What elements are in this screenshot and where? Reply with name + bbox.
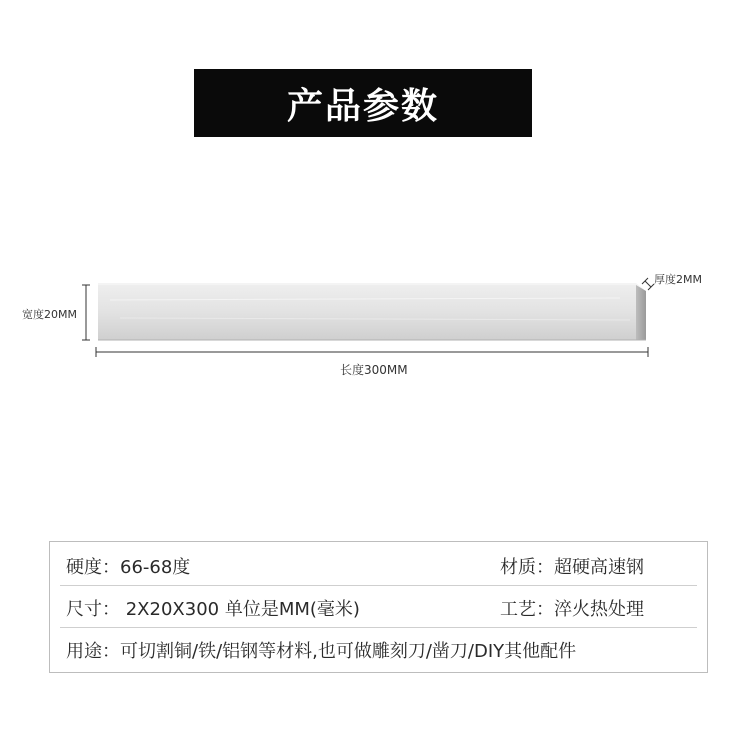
spec-row xyxy=(60,589,697,628)
length-dimension-label: 长度300MM xyxy=(340,363,408,377)
spec-material: 材质：超硬高速钢 xyxy=(500,557,644,578)
page-title: 产品参数 xyxy=(286,85,439,127)
spec-size: 尺寸： 2X20X300 单位是MM(毫米) xyxy=(66,599,360,620)
steel-bar-side xyxy=(636,285,646,340)
steel-bar-face xyxy=(98,285,636,340)
width-dimension-label: 宽度20MM xyxy=(22,308,77,321)
spec-process: 工艺：淬火热处理 xyxy=(500,599,644,620)
thickness-dimension-label: 厚度2MM xyxy=(654,273,702,286)
spec-usage: 用途：可切割铜/铁/铝钢等材料,也可做雕刻刀/凿刀/DIY其他配件 xyxy=(66,641,577,662)
spec-table xyxy=(49,541,708,673)
spec-hardness: 硬度：66-68度 xyxy=(66,557,191,578)
thickness-dimension-line xyxy=(645,281,651,287)
spec-row xyxy=(60,631,697,669)
spec-row xyxy=(60,547,697,586)
